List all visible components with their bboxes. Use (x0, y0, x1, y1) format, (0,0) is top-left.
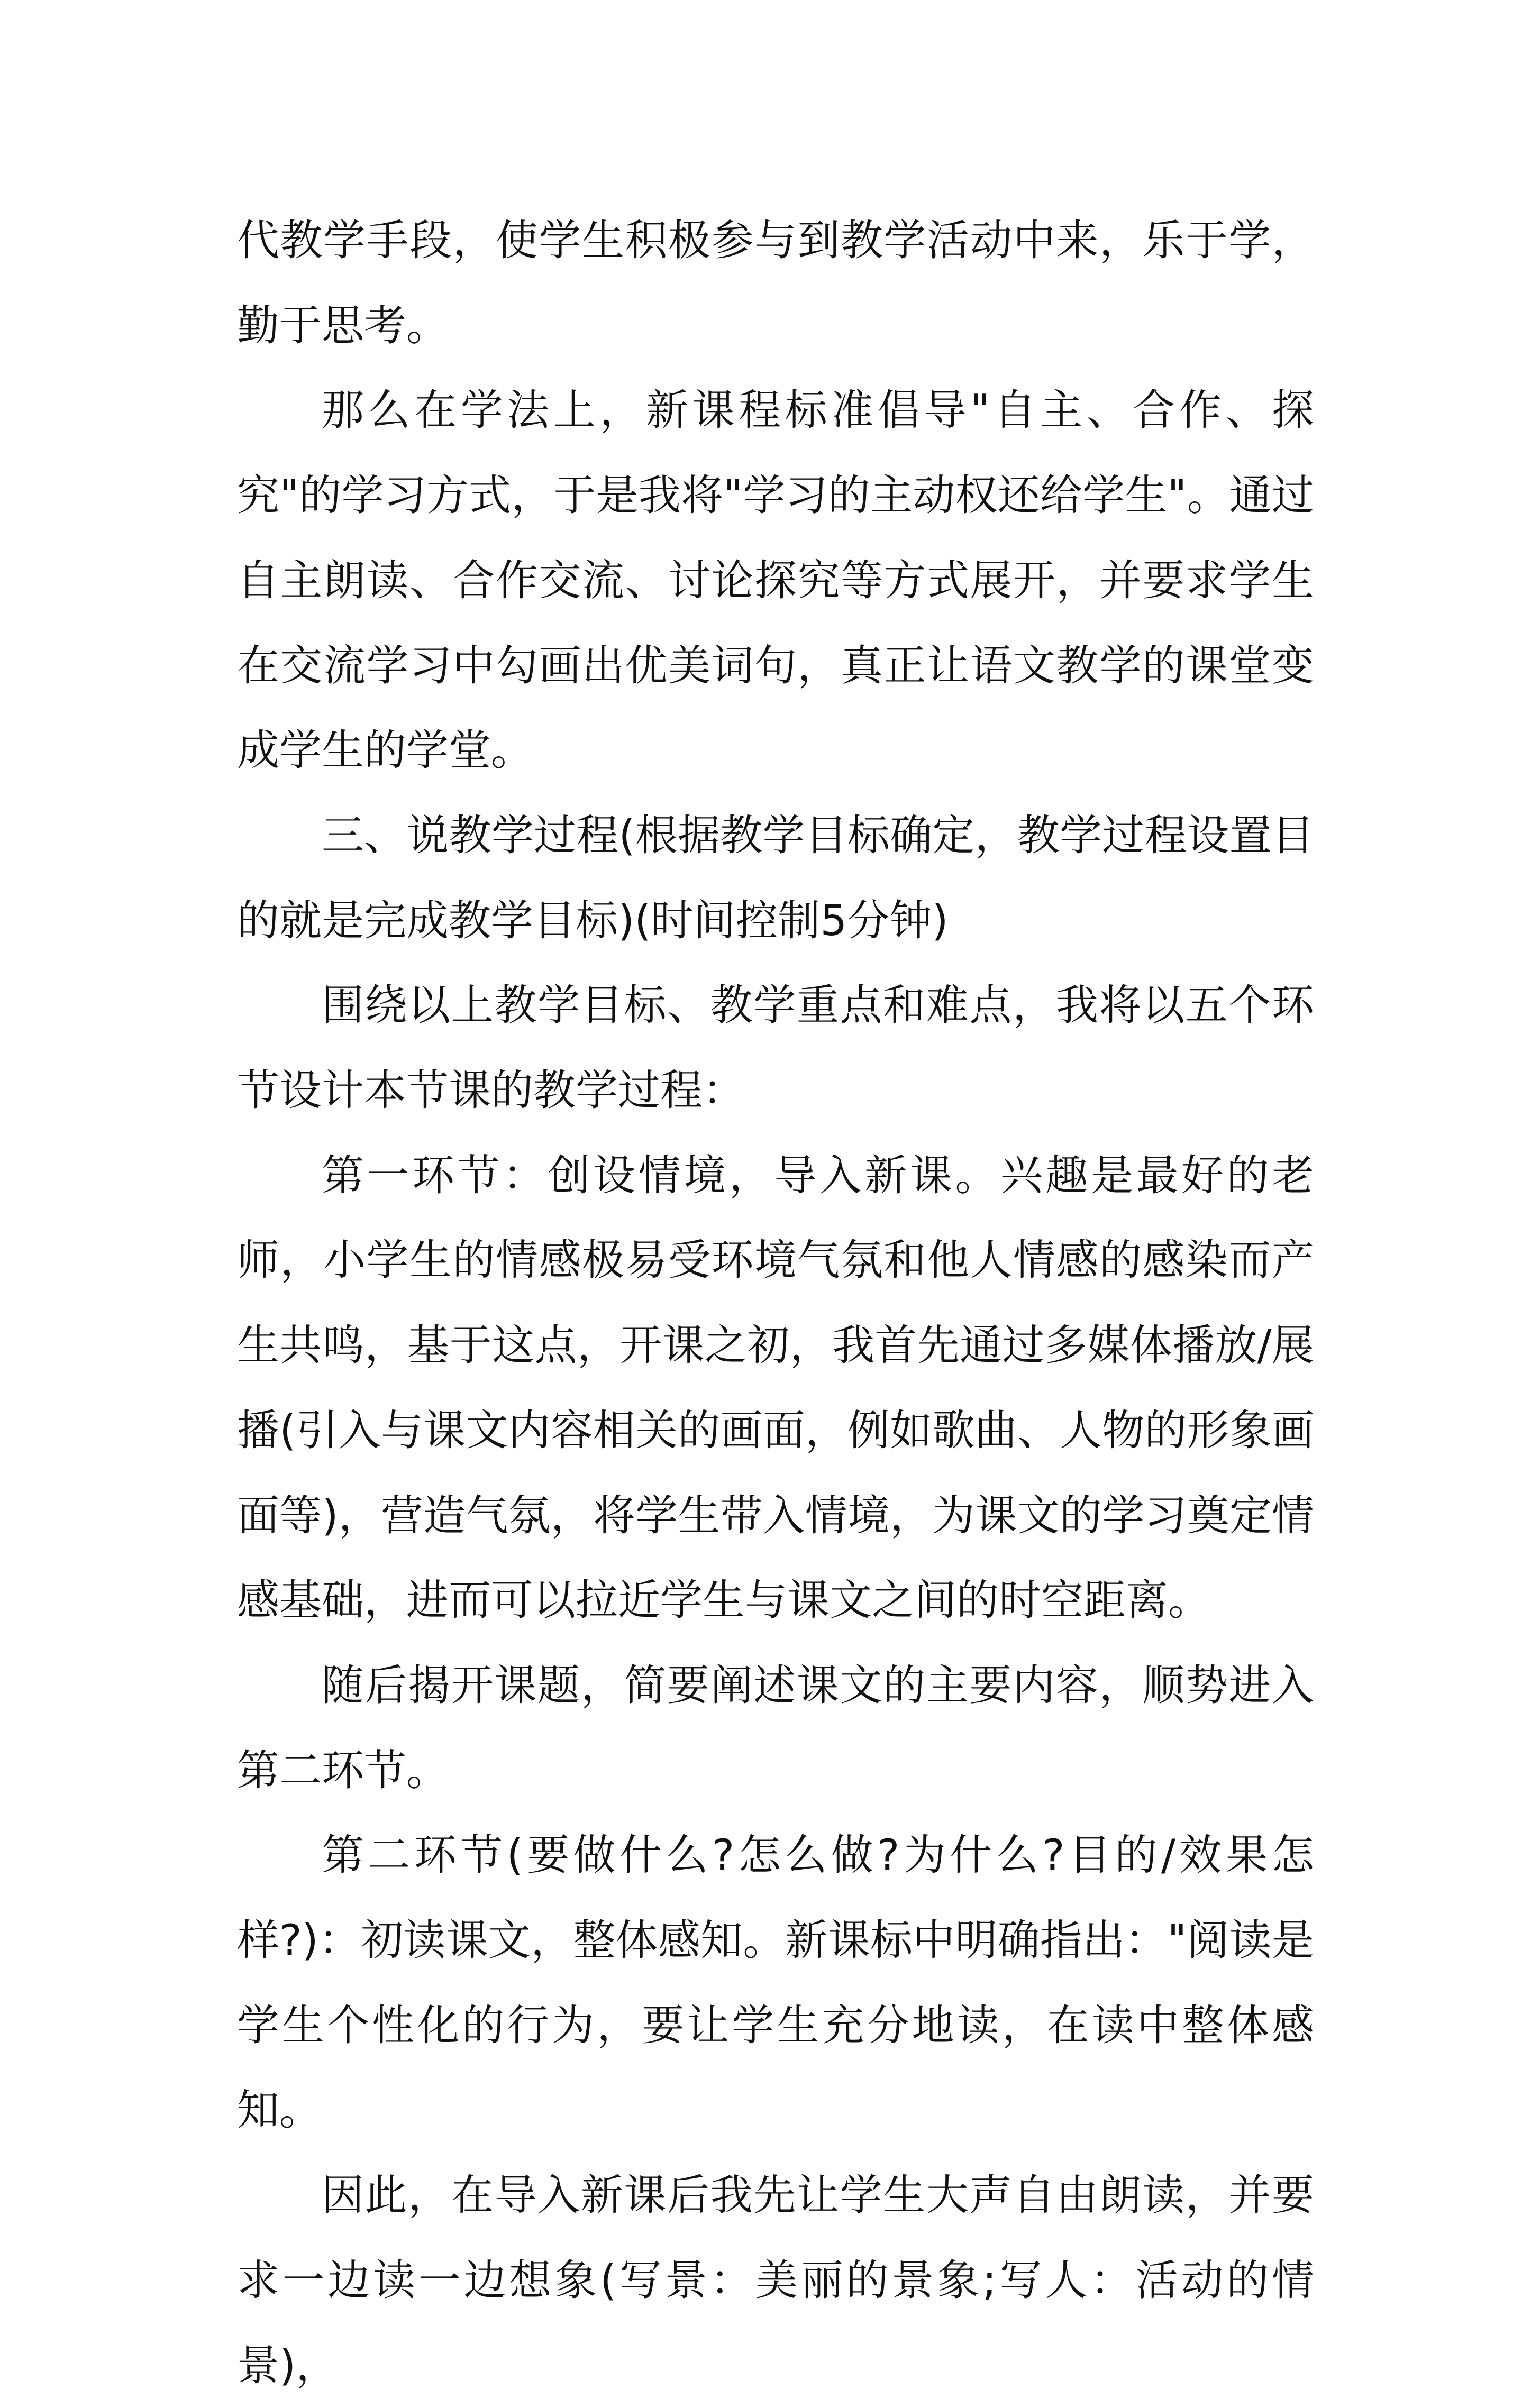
paragraph-reveal-title: 随后揭开课题，简要阐述课文的主要内容，顺势进入第二环节。 (237, 1660, 1314, 1795)
paragraph-learning-method: 那么在学法上，新课程标准倡导"自主、合作、探究"的学习方式，于是我将"学习的主动权还给学生"。通过自主朗读、合作交流、讨论探究等方式展开，并要求学生在交流学习中勾画出优美词句，真正让语文教学的课堂变成学生的学堂。 (237, 386, 1314, 775)
paragraph-five-steps-intro: 围绕以上教学目标、教学重点和难点，我将以五个环节设计本节课的教学过程： (237, 981, 1314, 1115)
paragraph-continuation: 代教学手段，使学生积极参与到教学活动中来，乐于学，勤于思考。 (237, 216, 1314, 350)
paragraph-reading-aloud: 因此，在导入新课后我先让学生大声自由朗读，并要求一边读一边想象(写景：美丽的景象;写人：活动的情景)， (237, 2171, 1314, 2390)
paragraph-step-two: 第二环节(要做什么?怎么做?为什么?目的/效果怎样?)：初读课文，整体感知。新课标中明确指出："阅读是学生个性化的行为，要让学生充分地读，在读中整体感知。 (237, 1830, 1314, 2135)
body-text (237, 198, 1314, 2408)
paragraph-section-heading: 三、说教学过程(根据教学目标确定，教学过程设置目的就是完成教学目标)(时间控制5分钟) (237, 810, 1314, 945)
paragraph-step-one: 第一环节：创设情境，导入新课。兴趣是最好的老师，小学生的情感极易受环境气氛和他人情感的感染而产生共鸣，基于这点，开课之初，我首先通过多媒体播放/展播(引入与课文内容相关的画面，例如歌曲、人物的形象画面等)，营造气氛，将学生带入情境，为课文的学习奠定情感基础，进而可以拉近学生与课文之间的时空距离。 (237, 1150, 1314, 1625)
